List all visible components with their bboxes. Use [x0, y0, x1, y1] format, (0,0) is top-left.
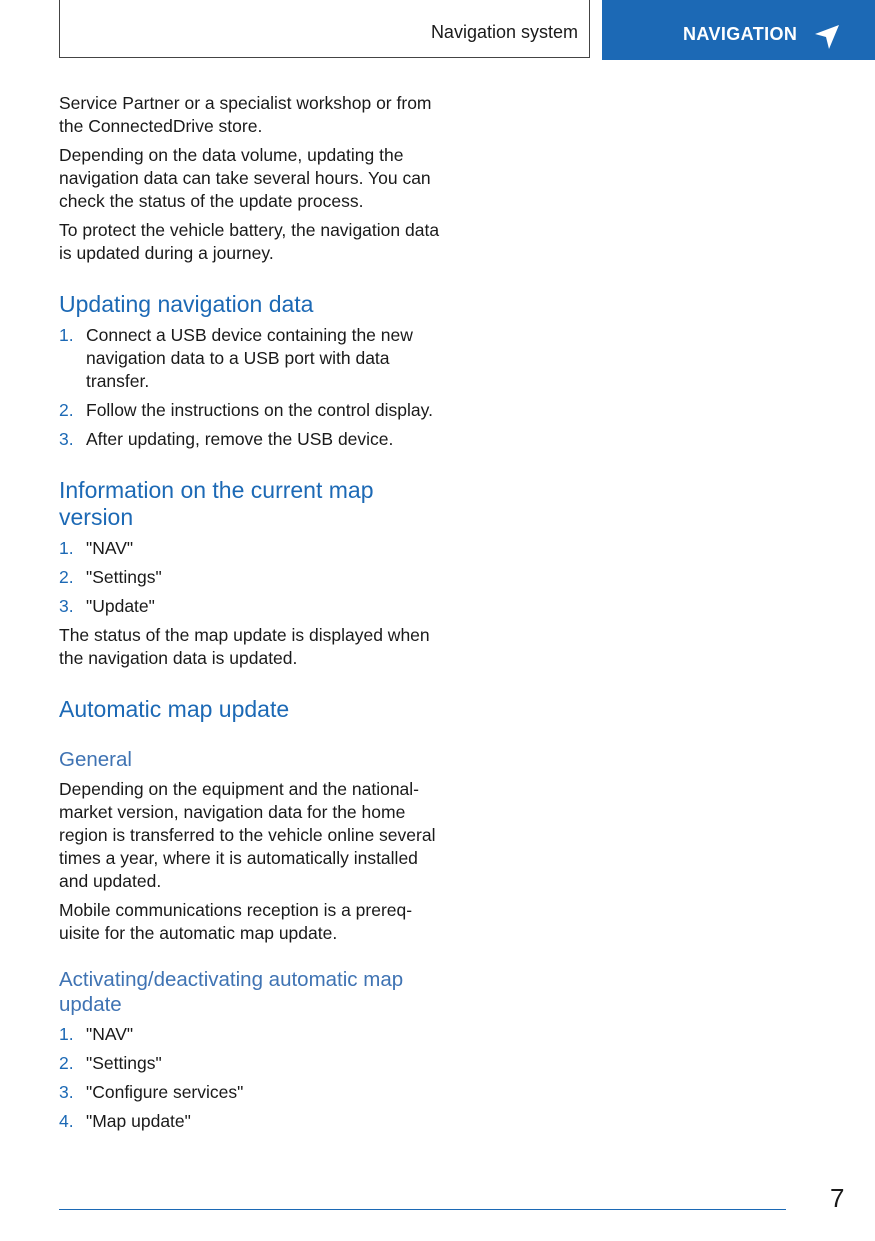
header-box: [59, 0, 590, 58]
navigation-tab-label: NAVIGATION: [683, 24, 798, 44]
step-text: "Settings": [86, 1053, 162, 1073]
navigation-arrow-icon: [814, 24, 840, 50]
step-number: 3.: [59, 429, 74, 449]
updating-steps-list: [59, 324, 444, 451]
heading-updating-navigation-data: Updating navigation data: [59, 291, 314, 317]
step-text: "Update": [86, 596, 155, 616]
step-number: 1.: [59, 1024, 74, 1044]
list-item: [59, 1023, 444, 1046]
step-text: After updating, remove the USB device.: [86, 429, 394, 449]
list-item: [59, 537, 444, 560]
step-number: 4.: [59, 1111, 74, 1131]
list-item: [59, 1052, 444, 1075]
list-item: [59, 428, 444, 451]
intro-paragraph: To protect the vehicle battery, the navigation data is updated during a journey.: [59, 220, 440, 263]
footer-divider: [59, 1209, 786, 1210]
subheading-activating-automatic-update: Activating/deactivating automatic map update: [59, 968, 404, 1016]
intro-paragraph: Depending on the data volume, updating the navigation data can take several hours. You can check the status of the update process.: [59, 145, 431, 211]
step-number: 2.: [59, 567, 74, 587]
list-item: [59, 1081, 444, 1104]
step-text: "NAV": [86, 538, 134, 558]
list-item: [59, 399, 444, 422]
step-text: "Map update": [86, 1111, 191, 1131]
heading-current-map-version: Information on the current map version: [59, 477, 374, 530]
intro-paragraph: Service Partner or a specialist workshop or from the ConnectedDrive store.: [59, 93, 432, 136]
step-number: 3.: [59, 1082, 74, 1102]
page-number: 7: [830, 1183, 845, 1213]
step-number: 2.: [59, 1053, 74, 1073]
general-paragraph: Mobile communications reception is a prerequisite for the automatic map update.: [59, 900, 413, 943]
automatic-steps-list: [59, 1023, 444, 1133]
step-number: 2.: [59, 400, 74, 420]
current-version-note: The status of the map update is displayed when the navigation data is updated.: [59, 625, 430, 668]
step-number: 1.: [59, 538, 74, 558]
step-text: "Configure services": [86, 1082, 244, 1102]
list-item: [59, 595, 444, 618]
heading-automatic-map-update: Automatic map update: [59, 696, 290, 722]
general-paragraph: Depending on the equipment and the national-market version, navigation data for the home region is transferred to the vehicle online several times a year, where it is automatically installed and updated.: [59, 779, 436, 891]
current-version-steps-list: [59, 537, 444, 618]
main-content: [59, 92, 444, 1139]
step-number: 3.: [59, 596, 74, 616]
list-item: [59, 324, 444, 393]
step-text: "Settings": [86, 567, 162, 587]
step-text: Follow the instructions on the control display.: [86, 400, 433, 420]
list-item: [59, 1110, 444, 1133]
list-item: [59, 566, 444, 589]
step-text: Connect a USB device containing the new navigation data to a USB port with data transfer.: [86, 325, 413, 391]
step-number: 1.: [59, 325, 74, 345]
section-title: Navigation system: [430, 22, 578, 42]
step-text: "NAV": [86, 1024, 134, 1044]
subheading-general: General: [59, 748, 132, 771]
navigation-tab: [602, 0, 875, 60]
